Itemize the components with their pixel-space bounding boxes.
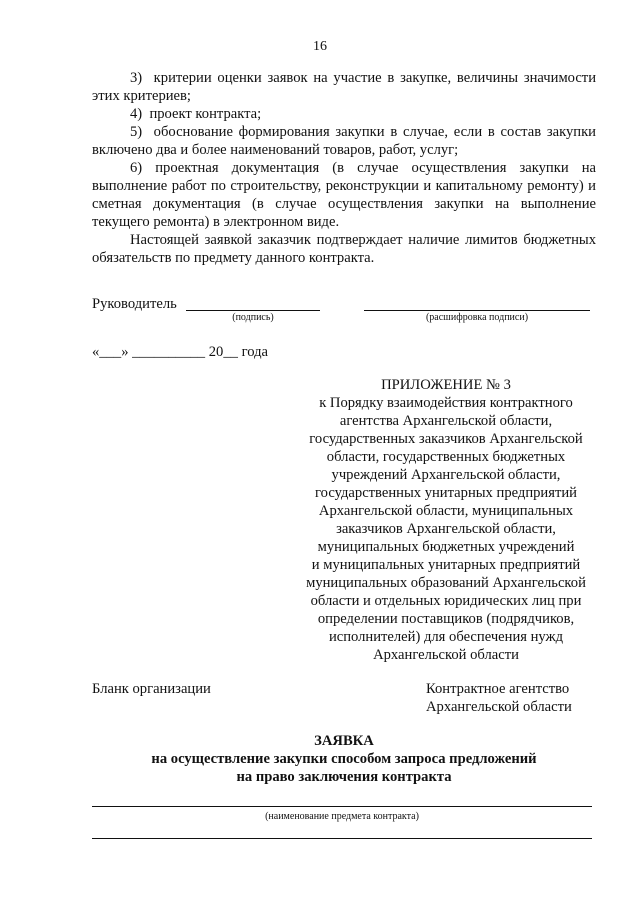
document-list xyxy=(92,69,596,267)
appendix-line: определении поставщиков (подрядчиков, xyxy=(317,611,575,627)
appendix-line: государственных заказчиков Архангельской xyxy=(309,431,583,447)
appendix-line: агентства Архангельской области, xyxy=(339,413,553,429)
contract-subject-field xyxy=(92,806,592,807)
appendix-line: области и отдельных юридических лиц при xyxy=(310,593,582,609)
recipient-agency xyxy=(426,680,596,716)
list-item-5: 5) обоснование формирования закупки в случае, если в состав закупки включено два и более наименований товаров, работ, услуг; xyxy=(92,124,596,158)
appendix-line: муниципальных образований Архангельской xyxy=(306,575,586,591)
appendix-line: и муниципальных унитарных предприятий xyxy=(311,557,581,573)
application-heading xyxy=(0,732,640,786)
list-item-6: 6) проектная документация (в случае осуществления закупки на выполнение работ по строительству, реконструкции и капитальному ремонту) и сметная документация (в случае осуществления закупки на выполнение текущего ремонта) в электронном виде. xyxy=(92,160,596,230)
application-subtitle: на осуществление закупки способом запроса предложений xyxy=(151,751,537,767)
appendix-title: ПРИЛОЖЕНИЕ № 3 xyxy=(381,377,511,393)
appendix-block xyxy=(290,376,602,664)
appendix-line: Архангельской области xyxy=(373,647,519,663)
list-item-3: 3) критерии оценки заявок на участие в закупке, величины значимости этих критериев; xyxy=(92,70,596,104)
signature-caption: (подпись) xyxy=(232,312,274,323)
application-subtitle: на право заключения контракта xyxy=(236,769,452,785)
page-number: 16 xyxy=(313,39,327,54)
signature-decoding-caption: (расшифровка подписи) xyxy=(425,312,529,323)
date-line: «___» __________ 20__ года xyxy=(92,344,268,360)
signature-decoding-line xyxy=(364,310,590,311)
signature-line xyxy=(186,310,320,311)
appendix-line: области, государственных бюджетных xyxy=(326,449,566,465)
appendix-line: Архангельской области, муниципальных xyxy=(318,503,574,519)
appendix-line: государственных унитарных предприятий xyxy=(315,485,577,501)
signature-label: Руководитель xyxy=(92,296,177,312)
agency-line: Архангельской области xyxy=(426,699,572,715)
list-item-4: 4) проект контракта; xyxy=(130,106,262,122)
agency-line: Контрактное агентство xyxy=(426,681,570,697)
appendix-line: заказчиков Архангельской области, xyxy=(336,521,556,537)
appendix-line: муниципальных бюджетных учреждений xyxy=(317,539,575,555)
appendix-line: исполнителей) для обеспечения нужд xyxy=(328,629,564,645)
organization-letterhead-label: Бланк организации xyxy=(92,681,211,697)
application-title: ЗАЯВКА xyxy=(314,733,374,749)
appendix-line: учреждений Архангельской области, xyxy=(331,467,561,483)
contract-subject-caption: (наименование предмета контракта) xyxy=(265,811,419,822)
contract-subject-field-line xyxy=(92,838,592,839)
appendix-line: к Порядку взаимодействия контрактного xyxy=(319,395,573,411)
confirmation-paragraph: Настоящей заявкой заказчик подтверждает наличие лимитов бюджетных обязательств по предмету данного контракта. xyxy=(92,232,596,266)
